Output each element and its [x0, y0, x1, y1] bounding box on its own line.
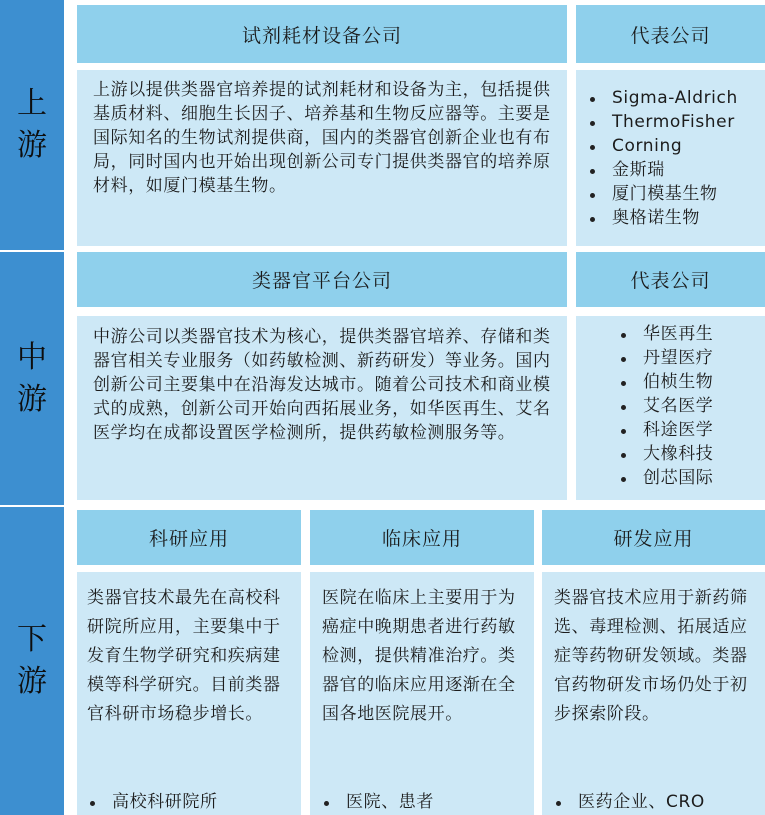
list-item: 医院、患者: [346, 792, 434, 812]
list-item: 科途医学: [643, 418, 765, 442]
upstream-side-label: [0, 0, 64, 250]
upstream-rep-header: 代表公司: [576, 5, 765, 63]
list-item: 医药企业、CRO: [578, 792, 705, 812]
midstream-side-label: [0, 252, 64, 505]
midstream-description-cell: [77, 316, 567, 500]
list-item: 艾名医学: [643, 394, 765, 418]
list-item: ThermoFisher: [612, 110, 765, 134]
clinical-header: 临床应用: [310, 510, 534, 565]
research-cell: [77, 572, 301, 815]
downstream-side-char-2: 游: [17, 664, 47, 699]
midstream-description: 中游公司以类器官技术为核心，提供类器官培养、存储和类器官相关专业服务（如药敏检测、新药研发）等业务。国内创新公司主要集中在沿海发达城市。随着公司技术和商业模式的成熟，创新公司开始向西拓展业务，如华医再生、艾名医学均在成都设置医学检测所，提供药敏检测服务等。: [93, 327, 551, 443]
upstream-description-cell: [77, 70, 567, 246]
downstream-side-char-1: 下: [17, 622, 47, 657]
research-bullet-list: [112, 790, 218, 814]
rd-header: 研发应用: [542, 510, 765, 565]
midstream-side-char-1: 中: [17, 339, 47, 375]
upstream-description: 上游以提供类器官培养提的试剂耗材和设备为主，包括提供基质材料、细胞生长因子、培养基和生物反应器等。主要是国际知名的生物试剂提供商，国内的类器官创新企业也有布局，同时国内也开始出现创新公司专门提供类器官的培养原材料，如厦门模基生物。: [93, 80, 551, 196]
list-item: 丹望医疗: [643, 346, 765, 370]
list-item: 伯桢生物: [643, 370, 765, 394]
upstream-side-char-1: 上: [17, 86, 47, 121]
clinical-cell: [310, 572, 534, 815]
rd-bullet-list: [578, 790, 705, 814]
list-item: 创芯国际: [643, 466, 765, 490]
upstream-company-list: [612, 86, 765, 230]
list-item: Corning: [612, 134, 765, 158]
list-item: 金斯瑞: [612, 158, 765, 182]
rd-description: 类器官技术应用于新药筛选、毒理检测、拓展适应症等药物研发领域。类器官药物研发市场仍处于初步探索阶段。: [554, 588, 748, 724]
list-item: 华医再生: [643, 322, 765, 346]
midstream-rep-header: 代表公司: [576, 252, 765, 307]
list-item: 高校科研院所: [112, 792, 218, 812]
midstream-side-char-2: 游: [17, 381, 47, 417]
research-description: 类器官技术最先在高校科研院所应用，主要集中于发育生物学研究和疾病建模等科学研究。目前类器官科研市场稳步增长。: [87, 588, 281, 724]
list-item: 奥格诺生物: [612, 206, 765, 230]
clinical-description: 医院在临床上主要用于为癌症中晚期患者进行药敏检测，提供精准治疗。类器官的临床应用逐渐在全国各地医院展开。: [322, 588, 516, 724]
clinical-bullet-list: [346, 790, 434, 814]
midstream-header: 类器官平台公司: [77, 252, 567, 307]
list-item: 大橡科技: [643, 442, 765, 466]
list-item: 厦门模基生物: [612, 182, 765, 206]
upstream-header: 试剂耗材设备公司: [77, 5, 567, 63]
rd-cell: [542, 572, 765, 815]
midstream-company-list: [643, 322, 765, 490]
downstream-side-label: [0, 507, 64, 815]
research-header: 科研应用: [77, 510, 301, 565]
upstream-rep-cell: [576, 70, 765, 246]
midstream-rep-cell: [576, 316, 765, 500]
list-item: Sigma-Aldrich: [612, 86, 765, 110]
upstream-side-char-2: 游: [17, 128, 47, 163]
